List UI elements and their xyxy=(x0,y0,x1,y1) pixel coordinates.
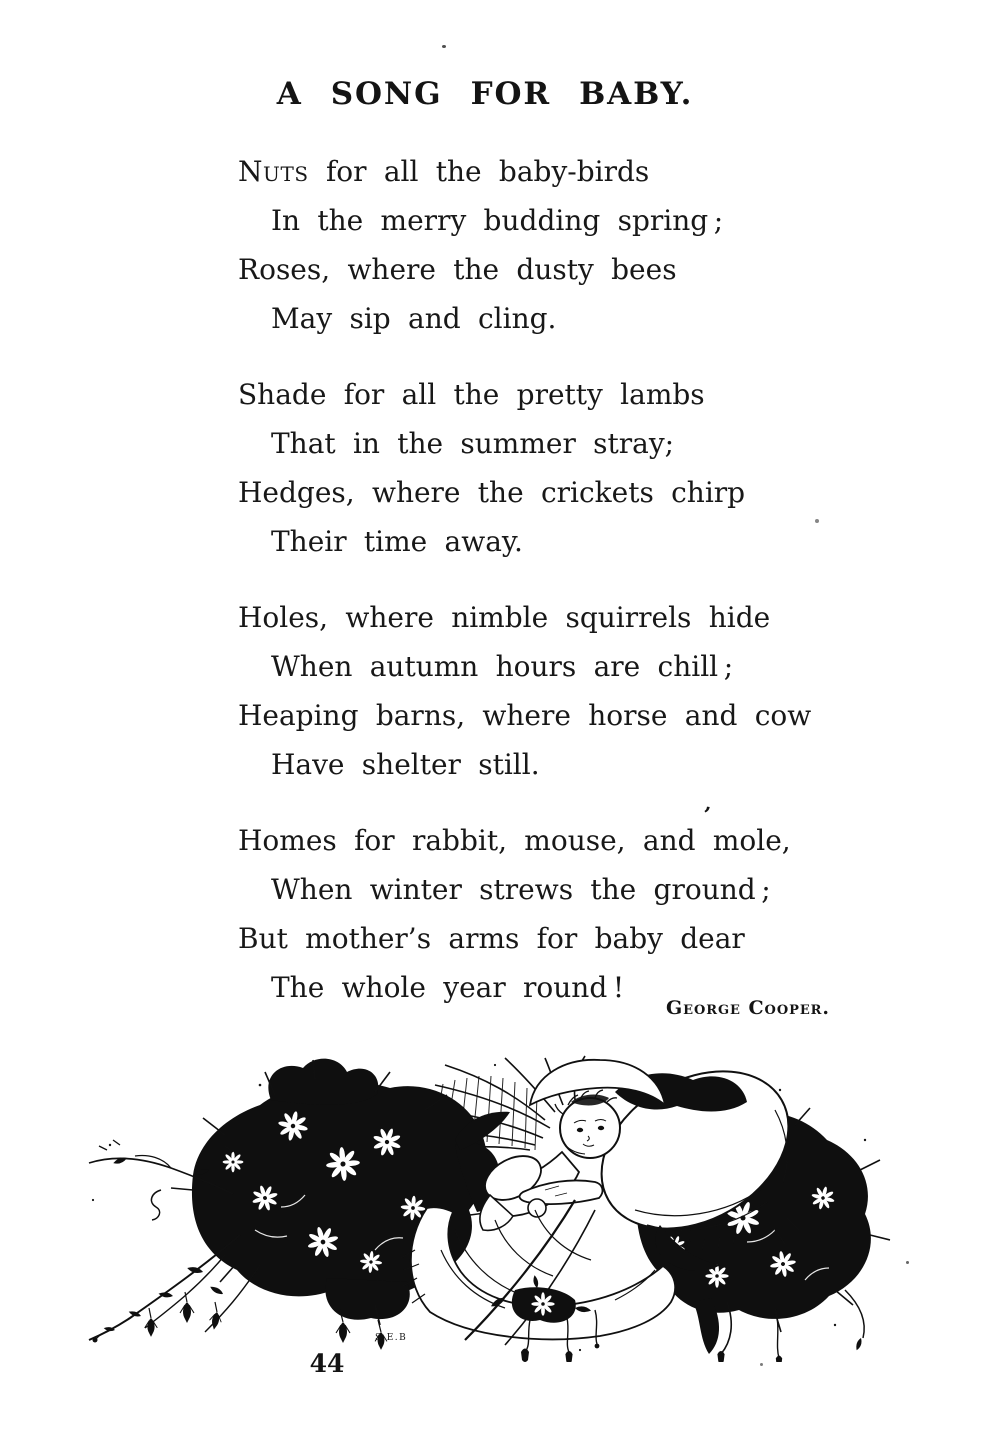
poem-line: Homes for rabbit, mouse, and mole, xyxy=(238,824,791,857)
poem-line: Their time away. xyxy=(271,525,523,558)
poem-line: But mother’s arms for baby dear xyxy=(238,922,745,955)
scan-speck xyxy=(760,1363,763,1366)
poem-line: Holes, where nimble squirrels hide xyxy=(238,601,771,634)
scan-speck xyxy=(906,1261,909,1264)
stanza xyxy=(238,593,811,789)
page-number: 44 xyxy=(309,1349,345,1378)
poem-title: A SONG FOR BABY. xyxy=(276,76,694,112)
poem-line: Shade for all the pretty lambs xyxy=(238,378,705,411)
scan-speck xyxy=(815,519,819,523)
artist-monogram: S.E.B xyxy=(375,1333,408,1343)
poem-line: Heaping barns, where horse and cow xyxy=(238,699,812,732)
lead-word: Nuts xyxy=(238,155,309,188)
baby-head xyxy=(560,1098,620,1158)
poem-line: Hedges, where the crickets chirp xyxy=(238,476,746,509)
poem-line: Roses, where the dusty bees xyxy=(238,253,677,286)
stanza xyxy=(238,816,811,1012)
poem-line: Nuts for all the baby-birds xyxy=(238,155,650,188)
printers-ink-mark: ’ xyxy=(701,801,713,828)
baby-illustration xyxy=(75,1050,895,1362)
stanza xyxy=(238,370,811,566)
poem-line: In the merry budding spring ; xyxy=(271,204,724,237)
poem-line: Have shelter still. xyxy=(271,748,540,781)
poem-line: The whole year round ! xyxy=(271,971,625,1004)
poem-line: May sip and cling. xyxy=(271,302,557,335)
poem-attribution: George Cooper. xyxy=(665,997,830,1019)
baby-illustration-svg xyxy=(75,1050,895,1362)
poem-line: That in the summer stray; xyxy=(271,427,675,460)
poem-body xyxy=(238,147,811,1039)
poem-line: When autumn hours are chill ; xyxy=(271,650,734,683)
scan-speck xyxy=(442,45,446,48)
stanza xyxy=(238,147,811,343)
poem-line: When winter strews the ground ; xyxy=(271,873,771,906)
